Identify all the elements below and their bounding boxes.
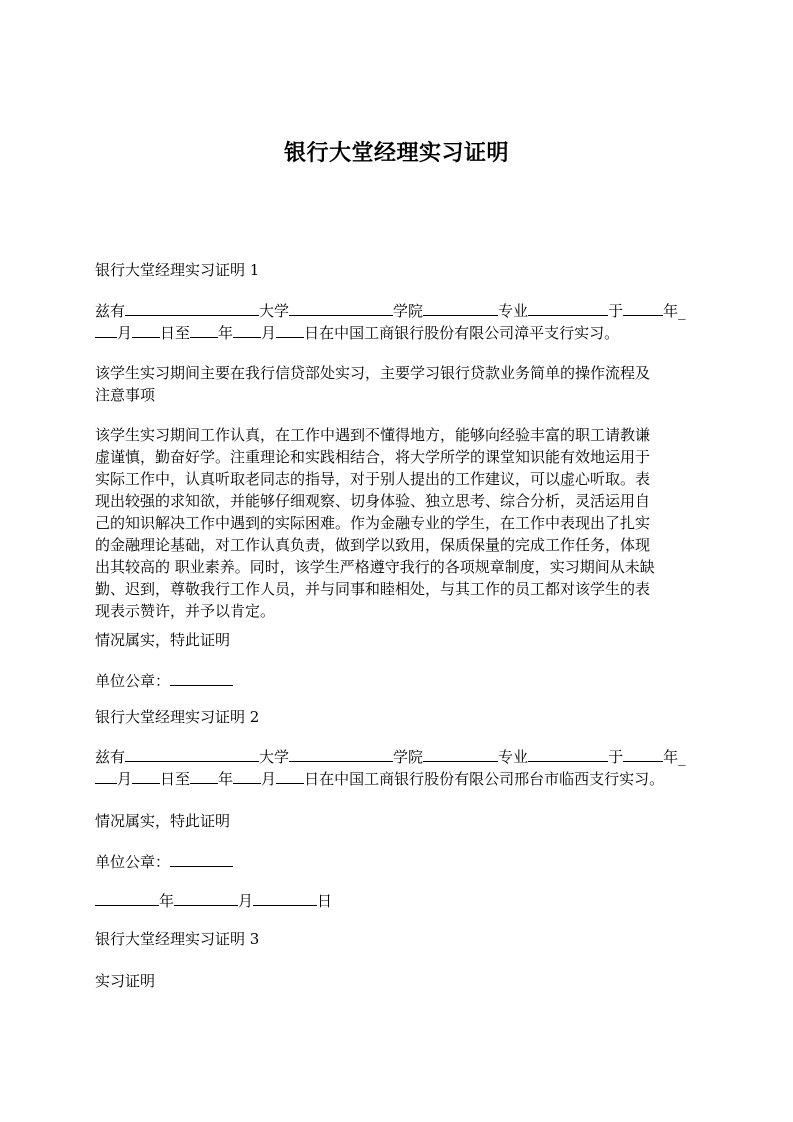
paragraph-line: 的金融理论基础，对工作认真负责，做到学以致用，保质保量的完成工作任务，体现 [95,536,651,554]
section-2-heading: 银行大堂经理实习证明 2 [95,708,260,726]
section-2-seal-line [95,851,233,873]
page-title: 银行大堂经理实习证明 [283,140,509,166]
blank-from [528,746,608,762]
text-segment: 于 [608,302,624,320]
text-segment: 兹有 [95,302,126,320]
text-segment: 日至 [160,770,191,788]
blank-day-end [276,322,304,338]
blank-date-day [253,890,317,906]
paragraph-line: 该学生实习期间工作认真，在工作中遇到不懂得地方，能够向经验丰富的职工请教谦 [95,426,651,444]
blank-month-end [233,322,261,338]
section-2-fill-line-2 [95,768,664,790]
seal-label: 单位公章： [95,672,171,690]
blank-day [132,768,160,784]
blank-month-end [233,768,261,784]
section-2-closing: 情况属实，特此证明 [95,812,231,830]
date-year-label: 年 [159,892,175,910]
blank-date-year [95,890,159,906]
text-segment: 年 [218,770,234,788]
text-segment: 月 [261,770,277,788]
blank-year [623,300,663,316]
text-segment: 大学 [259,748,290,766]
blank-year-end [190,768,218,784]
text-segment: 专业 [498,302,529,320]
section-1-fill-line-2 [95,322,619,344]
blank-day-end [276,768,304,784]
paragraph-line: 注意事项 [95,386,156,404]
paragraph-line: 实际工作中，认真听取老同志的指导，对于别人提出的工作建议，可以虚心听取。表 [95,470,651,488]
paragraph-line: 勤、迟到，尊敬我行工作人员，并与同事和睦相处，与其工作的员工都对该学生的表 [95,580,651,598]
text-segment: 月 [117,324,133,342]
section-2-date-line [95,890,332,912]
blank-from [528,300,608,316]
blank-year-end [190,322,218,338]
text-segment: 年 [218,324,234,342]
blank-day [132,322,160,338]
blank-major [423,300,498,316]
paragraph-line: 虚谨慎，勤奋好学。注重理论和实践相结合，将大学所学的课堂知识能有效地运用于 [95,448,651,466]
seal-label: 单位公章： [95,853,171,871]
text-segment: 年_ [663,748,686,766]
text-segment: 年_ [663,302,686,320]
section-1-fill-line-1 [95,300,686,322]
paragraph-line: 该学生实习期间主要在我行信贷部处实习，主要学习银行贷款业务简单的操作流程及 [95,364,651,382]
text-segment: 于 [608,748,624,766]
section-1-closing: 情况属实，特此证明 [95,631,231,649]
blank-university [125,746,259,762]
blank-seal [170,670,233,686]
blank-date-month [174,890,238,906]
section-3-subheading: 实习证明 [95,972,156,990]
text-segment: 兹有 [95,748,126,766]
blank-university [125,300,259,316]
paragraph-line: 己的知识解决工作中遇到的实际困难。作为金融专业的学生，在工作中表现出了扎实 [95,514,651,532]
blank-major [423,746,498,762]
date-day-label: 日 [317,892,333,910]
blank-month [95,768,117,784]
blank-month [95,322,117,338]
blank-seal [170,851,233,867]
text-segment: 学院 [393,748,424,766]
text-segment: 大学 [259,302,290,320]
section-1-seal-line [95,670,233,692]
blank-year [623,746,663,762]
section-2-fill-line-1 [95,746,686,768]
section-1-paragraph-1 [95,362,695,406]
paragraph-line: 出其较高的 职业素养。同时，该学生严格遵守我行的各项规章制度，实习期间从未缺 [95,558,655,576]
date-month-label: 月 [238,892,254,910]
text-segment: 日在中国工商银行股份有限公司漳平支行实习。 [304,324,620,342]
paragraph-line: 现出较强的求知欲，并能够仔细观察、切身体验、独立思考、综合分析，灵活运用自 [95,492,651,510]
section-3-heading: 银行大堂经理实习证明 3 [95,930,260,948]
paragraph-line: 现表示赞许，并予以肯定。 [95,602,276,620]
section-1-heading: 银行大堂经理实习证明 1 [95,261,260,279]
text-segment: 月 [117,770,133,788]
section-1-paragraph-2 [95,424,695,622]
text-segment: 月 [261,324,277,342]
text-segment: 日至 [160,324,191,342]
text-segment: 专业 [498,748,529,766]
blank-college [289,746,393,762]
text-segment: 学院 [393,302,424,320]
blank-college [289,300,393,316]
text-segment: 日在中国工商银行股份有限公司邢台市临西支行实习。 [304,770,665,788]
